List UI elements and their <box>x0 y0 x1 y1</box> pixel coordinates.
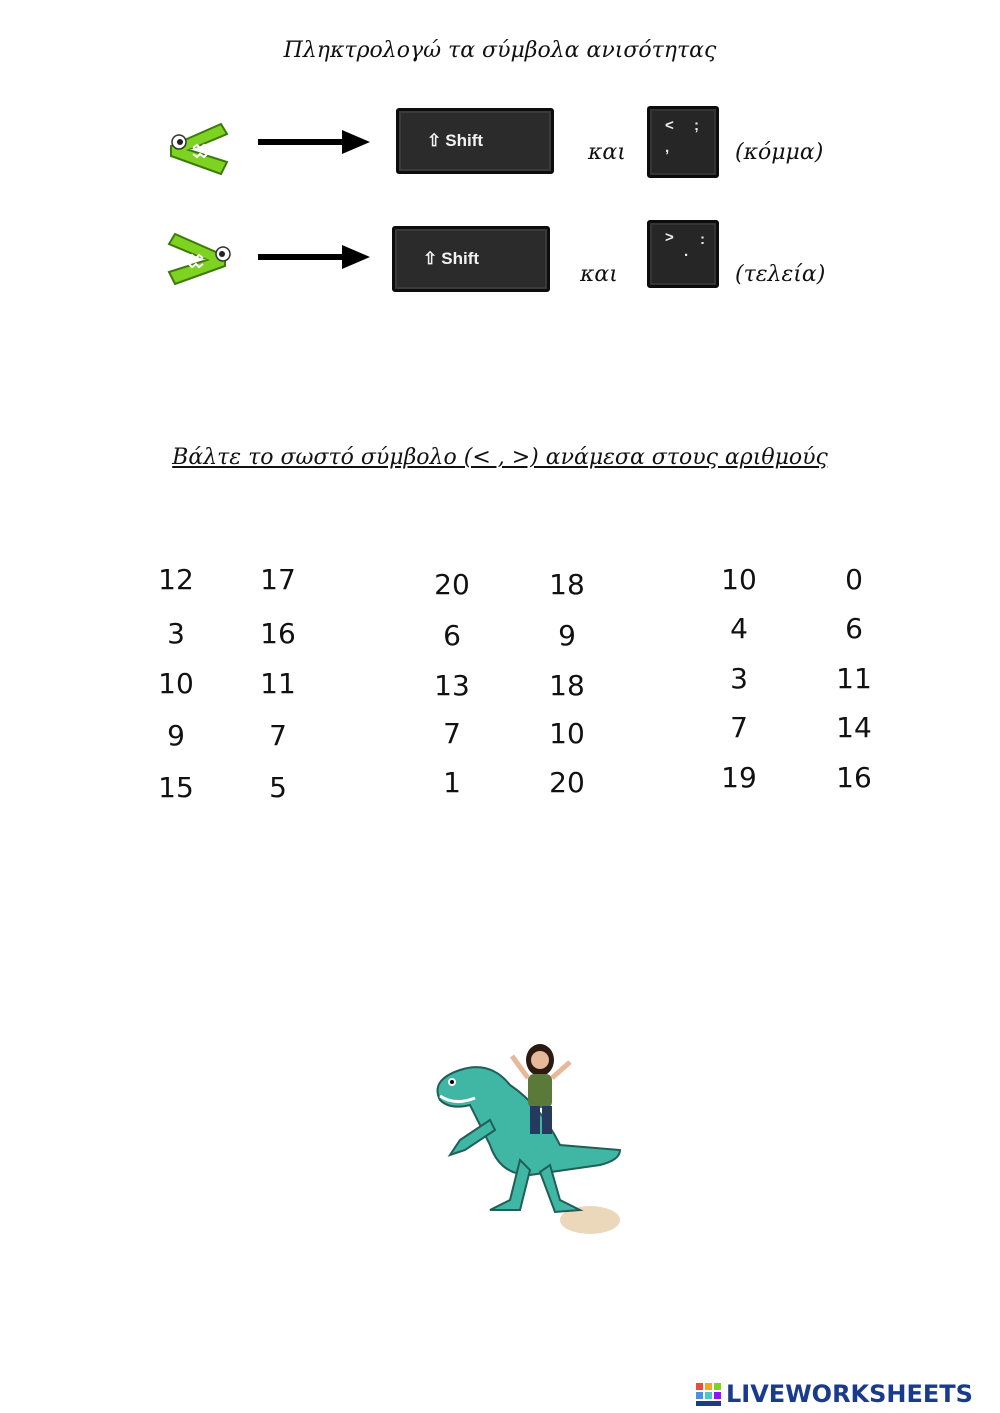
left-number: 20 <box>434 568 470 601</box>
key-symbol: ; <box>694 117 699 134</box>
period-key-image <box>647 220 719 288</box>
left-number: 10 <box>721 563 757 596</box>
right-number: 14 <box>836 711 872 744</box>
right-number: 5 <box>269 771 287 804</box>
key-symbol: > <box>665 229 674 246</box>
and-label: και <box>580 262 618 287</box>
right-number: 18 <box>549 669 585 702</box>
arrow-right-icon <box>258 243 370 271</box>
left-number: 6 <box>443 619 461 652</box>
left-number: 1 <box>443 766 461 799</box>
key-symbol: , <box>665 139 670 156</box>
comma-key-image <box>647 106 719 178</box>
liveworksheets-logo-icon <box>696 1381 722 1407</box>
left-number: 7 <box>443 717 461 750</box>
left-number: 7 <box>730 711 748 744</box>
right-number: 7 <box>269 719 287 752</box>
left-number: 3 <box>730 662 748 695</box>
shift-label: Shift <box>445 131 484 150</box>
right-number: 11 <box>836 662 872 695</box>
right-number: 16 <box>260 617 296 650</box>
right-number: 18 <box>549 568 585 601</box>
arrow-right-icon <box>258 128 370 156</box>
left-number: 4 <box>730 612 748 645</box>
right-number: 17 <box>260 563 296 596</box>
left-number: 15 <box>158 771 194 804</box>
comma-note: (κόμμα) <box>735 140 824 165</box>
crocodile-greater-than-icon <box>163 228 233 296</box>
right-number: 10 <box>549 717 585 750</box>
shift-arrow-icon: ⇧ <box>423 249 438 268</box>
right-number: 16 <box>836 761 872 794</box>
left-number: 19 <box>721 761 757 794</box>
shift-key-image <box>396 108 554 174</box>
page-title: Πληκτρολογώ τα σύμβολα ανισότητας <box>283 38 717 63</box>
key-symbol: < <box>665 117 674 134</box>
shift-label: Shift <box>441 249 480 268</box>
right-number: 11 <box>260 667 296 700</box>
footer-brand-text: LIVEWORKSHEETS <box>726 1380 973 1408</box>
and-label: και <box>588 140 626 165</box>
shift-arrow-icon: ⇧ <box>427 131 442 150</box>
right-number: 0 <box>845 563 863 596</box>
right-number: 20 <box>549 766 585 799</box>
left-number: 13 <box>434 669 470 702</box>
dinosaur-rider-icon <box>420 1030 630 1250</box>
instruction-text: Βάλτε το σωστό σύμβολο (< , >) ανάμεσα στους αριθμούς <box>172 445 828 470</box>
crocodile-less-than-icon <box>163 118 233 186</box>
footer-brand <box>696 1378 973 1410</box>
key-symbol: : <box>700 231 705 248</box>
period-note: (τελεία) <box>735 262 826 287</box>
right-number: 6 <box>845 612 863 645</box>
left-number: 12 <box>158 563 194 596</box>
left-number: 10 <box>158 667 194 700</box>
right-number: 9 <box>558 619 576 652</box>
shift-key-image <box>392 226 550 292</box>
left-number: 9 <box>167 719 185 752</box>
left-number: 3 <box>167 617 185 650</box>
key-symbol: . <box>684 243 689 260</box>
